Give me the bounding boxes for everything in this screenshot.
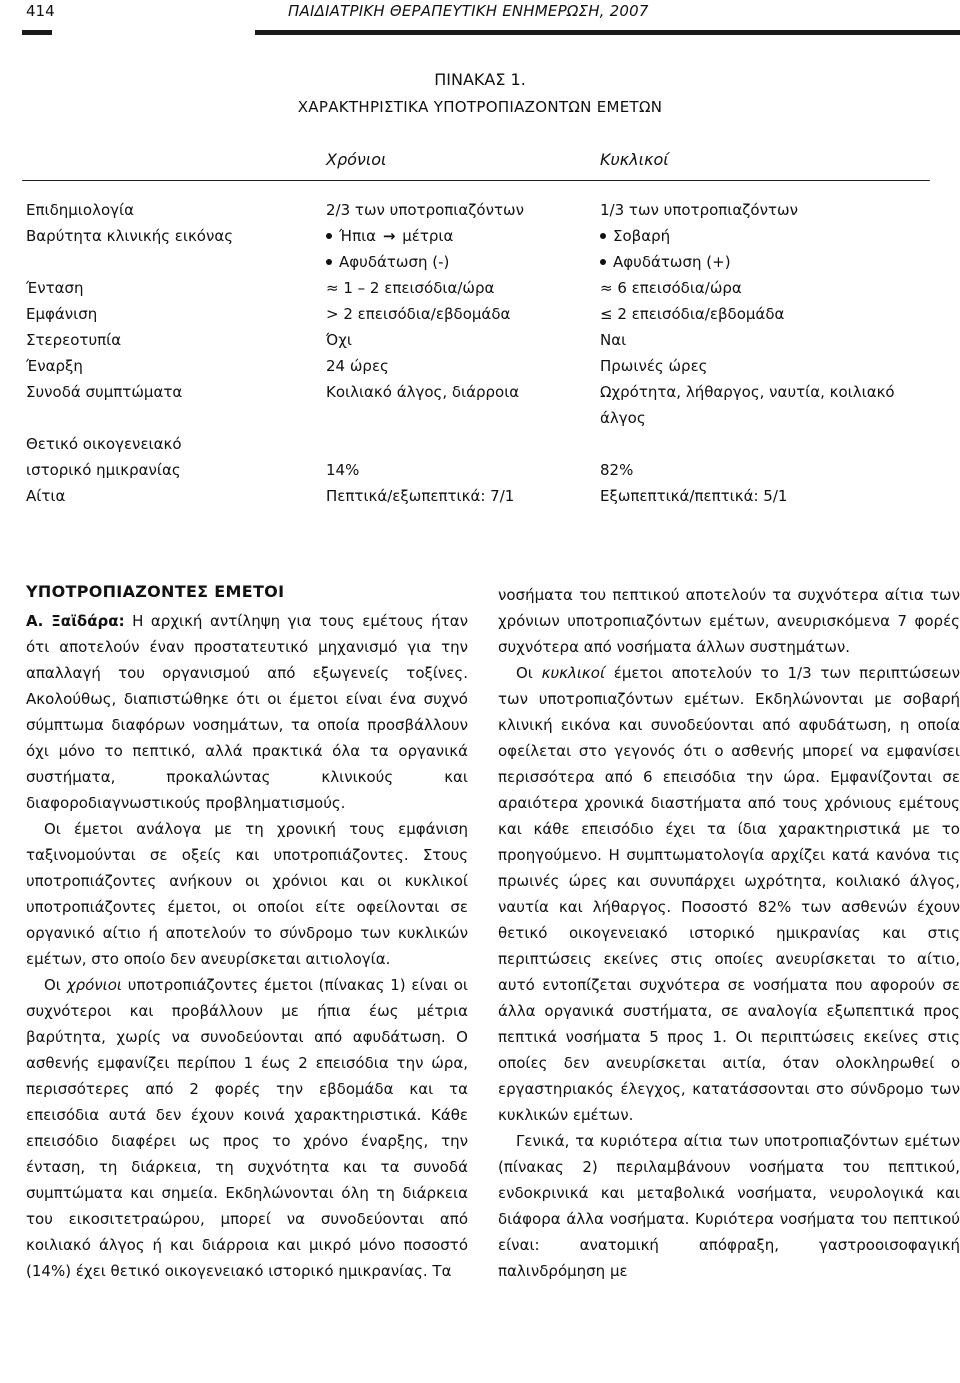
table-row <box>0 383 960 409</box>
author-lead: Α. Ξαϊδάρα: <box>26 612 125 630</box>
table-row <box>0 227 960 253</box>
header-rule-right <box>255 30 960 35</box>
table-row <box>0 461 960 487</box>
chronic-value: 14% <box>326 461 360 479</box>
cyclic-value: 1/3 των υποτροπιαζόντων <box>600 201 798 219</box>
header-rule-left <box>22 30 52 35</box>
paragraph: Οι κυκλικοί έμετοι αποτελούν το 1/3 των περιπτώσεων των υποτροπιαζόντων εμέτων. Εκδηλώνονται με σοβαρή κλινική εικόνα και συνοδεύονται από αφυδάτωση, η οποία οφείλεται στο γεγονός ότι ο ασθενής μπορεί να εμφανίσει περισσότερα από 6 επεισόδια την ώρα. Εμφανίζονται σε αραιότερα χρονικά διαστήματα από τους χρόνιους εμέτους και κάθε επεισόδιο έχει τα ίδια χαρακτηριστικά με το προηγούμενο. Η συμπτωματολογία αρχίζει κατά κανόνα τις πρωινές ώρες και συνυπάρχει ωχρότητα, κοιλιακό άλγος, ναυτία και λήθαργος. Ποσοστό 82% των ασθενών έχουν θετικό οικογενειακό ιστορικό ημικρανίας και στις περιπτώσεις εκείνες στις οποίες ανευρίσκεται το αίτιο, αυτό εντοπίζεται συχνότερα σε νοσήματα που αφορούν σε άλλα οργανικά συστήματα, σε αναλογία εξωπεπτικά προς πεπτικά νοσήματα 5 προς 1. Οι περιπτώσεις εκείνες στις οποίες δεν ανευρίσκεται αιτία, όταν ολοκληρωθεί ο εργαστηριακός έλεγχος, κατατάσσονται στο σύνδρομο των κυκλικών εμέτων. <box>498 664 960 1124</box>
table-row <box>0 331 960 357</box>
table-row <box>0 409 960 435</box>
row-label: Βαρύτητα κλινικής εικόνας <box>26 227 234 245</box>
row-label: Αίτια <box>26 487 66 505</box>
paragraph: Οι έμετοι ανάλογα με τη χρονική τους εμφάνιση ταξινομούνται σε οξείς και υποτροπιάζοντες. Στους υποτροπιάζοντες ανήκουν οι χρόνιοι και οι κυκλικοί υποτροπιάζοντες έμετοι, οι οποίοι είτε οφείλονται σε οργανικό αίτιο ή αποτελούν το σύνδρομο των κυκλικών εμέτων, στο οποίο δεν ανευρίσκεται αιτιολογία. <box>26 820 468 968</box>
table-row <box>0 279 960 305</box>
bullet-icon <box>600 233 606 239</box>
column-header-cyclic: Κυκλικοί <box>600 150 669 169</box>
cyclic-value: Ναι <box>600 331 627 349</box>
table-row <box>0 201 960 227</box>
bullet-icon <box>600 259 606 265</box>
arrow-right-icon: → <box>382 227 396 245</box>
table-subtitle: ΧΑΡΑΚΤΗΡΙΣΤΙΚΑ ΥΠΟΤΡΟΠΙΑΖΟΝΤΩΝ ΕΜΕΤΩΝ <box>297 98 663 116</box>
chronic-value: 24 ώρες <box>326 357 389 375</box>
chronic-value: Ήπια → μέτρια <box>326 227 453 245</box>
paragraph: Οι χρόνιοι υποτροπιάζοντες έμετοι (πίνακας 1) είναι οι συχνότεροι και προβάλλουν με ήπια έως μέτρια βαρύτητα, χωρίς να συνοδεύονται από αφυδάτωση. Ο ασθενής εμφανίζει περίπου 1 έως 2 επεισόδια την ώρα, περισσότερες από 2 φορές την εβδομάδα και τα επεισόδια αυτά δεν έχουν κοινά χαρακτηριστικά. Κάθε επεισόδιο διαφέρει ως προς το χρόνο έναρξης, την ένταση, τη διάρκεια, τη συχνότητα και τα συνοδά συμπτώματα και σημεία. Εκδηλώνονται όλη τη διάρκεια του εικοσιτετραώρου, μπορεί να συνοδεύονται από κοιλιακό άλγος ή και διάρροια και μικρό μόνο ποσοστό (14%) έχει θετικό οικογενειακό ιστορικό ημικρανίας. Τα <box>26 976 468 1280</box>
section-heading: ΥΠΟΤΡΟΠΙΑΖΟΝΤΕΣ ΕΜΕΤΟΙ <box>26 582 285 601</box>
row-label: Εμφάνιση <box>26 305 98 323</box>
cyclic-value: Πρωινές ώρες <box>600 357 708 375</box>
cyclic-value: Εξωπεπτικά/πεπτικά: 5/1 <box>600 487 788 505</box>
bullet-icon <box>326 259 332 265</box>
paragraph: Α. Ξαϊδάρα: Η αρχική αντίληψη για τους εμέτους ήταν ότι αποτελούν έναν προστατευτικό μηχανισμό για την απαλλαγή του οργανισμού από εξωγενείς τοξίνες. Ακολούθως, διαπιστώθηκε ότι οι έμετοι είναι ένα συχνό σύμπτωμα διαφόρων νοσημάτων, τα οποία προσβάλλουν όχι μόνο το πεπτικό, αλλά πρακτικά όλα τα οργανικά συστήματα, προκαλώντας κλινικούς και διαφοροδιαγνωστικούς προβληματισμούς. <box>26 612 468 812</box>
cyclic-value: 82% <box>600 461 634 479</box>
table-row <box>0 357 960 383</box>
table-row <box>0 435 960 461</box>
table-row <box>0 305 960 331</box>
row-label: Επιδημιολογία <box>26 201 134 219</box>
cyclic-value: άλγος <box>600 409 646 427</box>
chronic-value: Όχι <box>326 331 352 349</box>
row-label: Θετικό οικογενειακό <box>26 435 182 453</box>
row-label: Στερεοτυπία <box>26 331 122 349</box>
chronic-value: > 2 επεισόδια/εβδομάδα <box>326 305 511 323</box>
chronic-value: 2/3 των υποτροπιαζόντων <box>326 201 524 219</box>
row-label: Ένταση <box>26 279 84 297</box>
left-column <box>26 608 468 1284</box>
chronic-value: ≈ 1 – 2 επεισόδια/ώρα <box>326 279 495 297</box>
chronic-value: Πεπτικά/εξωπεπτικά: 7/1 <box>326 487 515 505</box>
right-column <box>498 582 960 1284</box>
row-label: Έναρξη <box>26 357 83 375</box>
cyclic-value: ≈ 6 επεισόδια/ώρα <box>600 279 742 297</box>
row-label: Συνοδά συμπτώματα <box>26 383 183 401</box>
cyclic-value: Ωχρότητα, λήθαργος, ναυτία, κοιλιακό <box>600 383 895 401</box>
chronic-value: Κοιλιακό άλγος, διάρροια <box>326 383 520 401</box>
row-label: ιστορικό ημικρανίας <box>26 461 181 479</box>
running-header <box>0 0 960 30</box>
chronic-value: Αφυδάτωση (-) <box>326 253 449 271</box>
bullet-icon <box>326 233 332 239</box>
paragraph: νοσήματα του πεπτικού αποτελούν τα συχνότερα αίτια των χρόνιων υποτροπιαζόντων εμέτων, ανευρισκόμενα 7 φορές συχνότερα από νοσήματα άλλων συστημάτων. <box>498 586 960 656</box>
cyclic-value: Αφυδάτωση (+) <box>600 253 731 271</box>
cyclic-value: ≤ 2 επεισόδια/εβδομάδα <box>600 305 785 323</box>
journal-title: ΠΑΙΔΙΑΤΡΙΚΗ ΘΕΡΑΠΕΥΤΙΚΗ ΕΝΗΜΕΡΩΣΗ, 2007 <box>288 2 649 20</box>
table-row <box>0 487 960 513</box>
cyclic-value: Σοβαρή <box>600 227 670 245</box>
table-row <box>0 253 960 279</box>
paragraph: Γενικά, τα κυριότερα αίτια των υποτροπιαζόντων εμέτων (πίνακας 2) περιλαμβάνουν νοσήματα του πεπτικού, ενδοκρινικά και μεταβολικά νοσήματα, νευρολογικά και διάφορα άλλα νοσήματα. Κυριότερα νοσήματα του πεπτικού είναι: ανατομική απόφραξη, γαστροοισοφαγική παλινδρόμηση με <box>498 1132 960 1280</box>
page-number: 414 <box>26 2 55 20</box>
column-header-chronic: Χρόνιοι <box>326 150 387 169</box>
table-title: ΠΙΝΑΚΑΣ 1. <box>434 70 526 89</box>
table-header-rule <box>22 180 930 181</box>
